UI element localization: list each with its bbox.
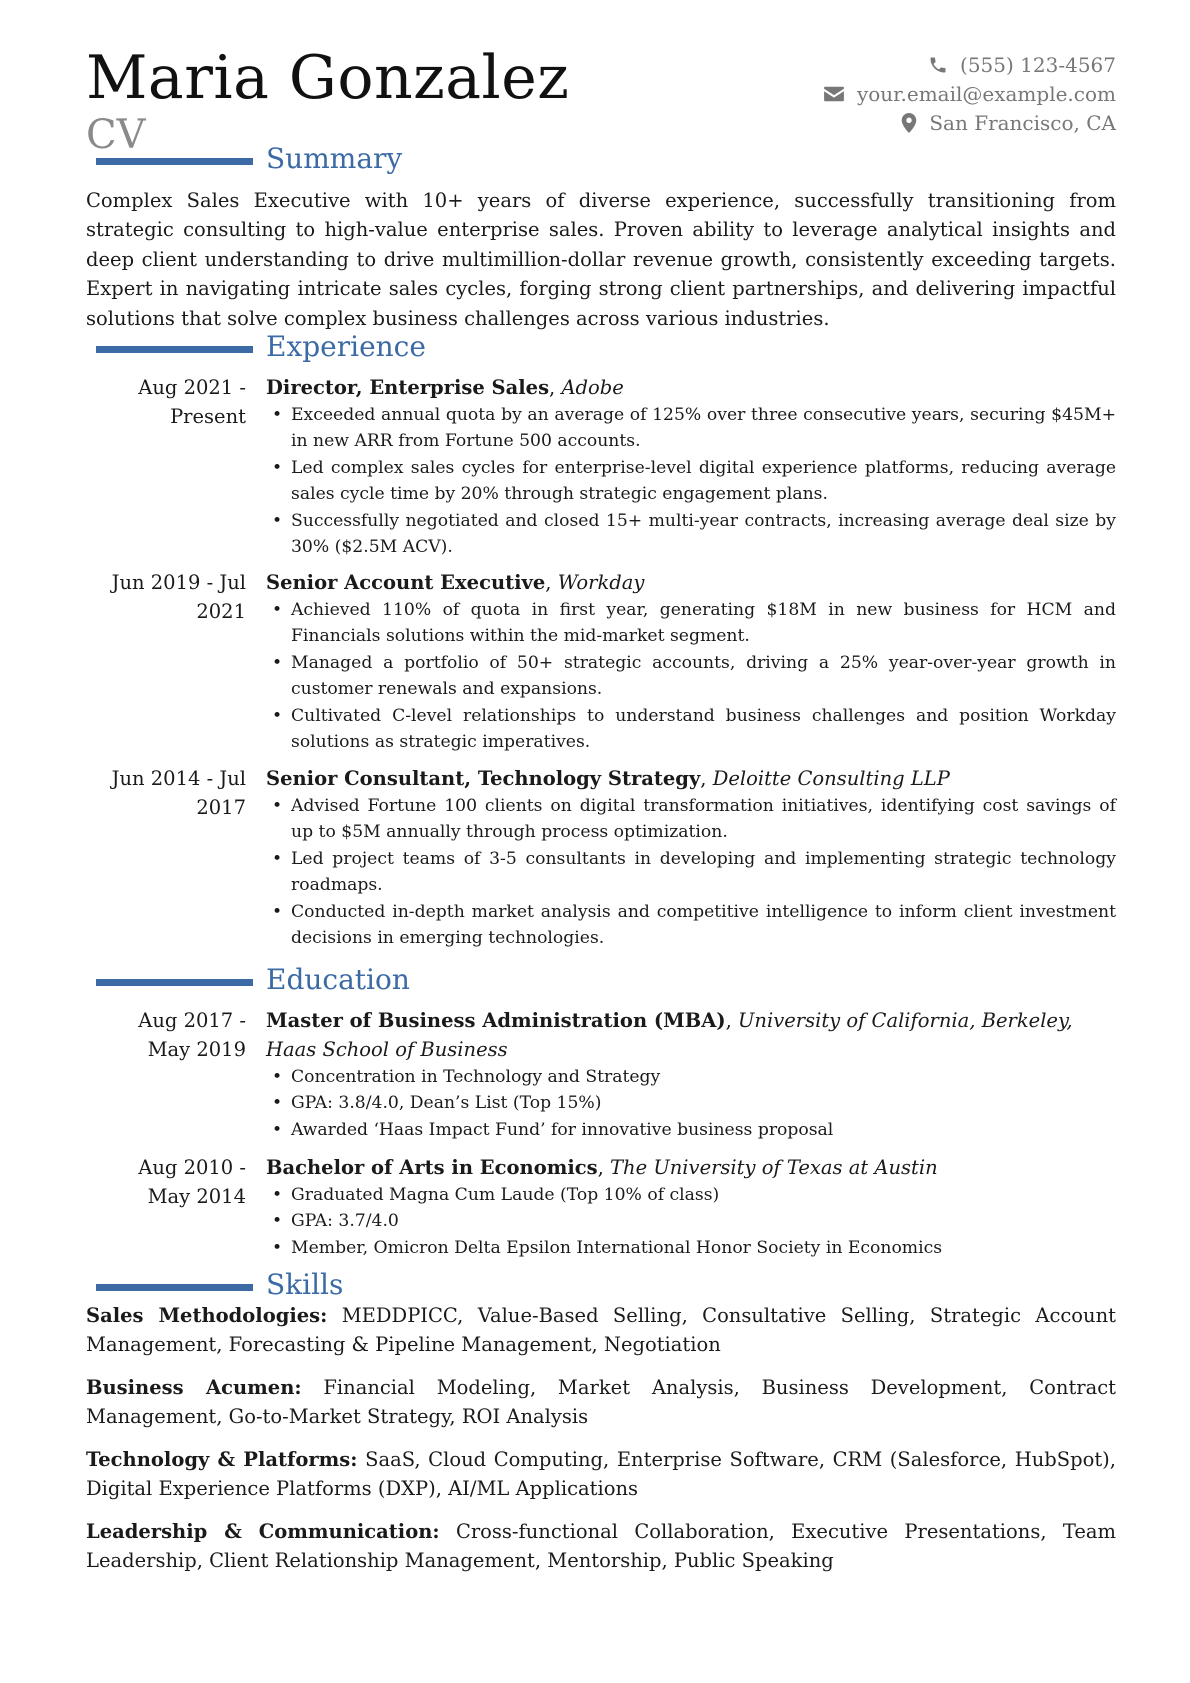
section-title: Skills bbox=[266, 1268, 344, 1301]
bullet-item: • GPA: 3.8/4.0, Dean’s List (Top 15%) bbox=[266, 1090, 1116, 1116]
bullet-item: • Cultivated C-level relationships to understand business challenges and position Workday solutions as strategic imperatives. bbox=[266, 703, 1116, 756]
summary-text: Complex Sales Executive with 10+ years of diverse experience, successfully transitioning from strategic consulting to high-value enterprise sales. Proven ability to leverage analytical insights and deep client understanding to drive multimillion-dollar revenue growth, consistently exceeding targets. Expert in navigating intricate sales cycles, forging strong client partnerships, and delivering impactful solutions that solve complex business challenges across various industries. bbox=[86, 189, 1116, 330]
skill-label: Technology & Platforms: bbox=[86, 1448, 358, 1471]
entry-date bbox=[86, 568, 246, 626]
section-skills-heading bbox=[96, 1268, 343, 1302]
entry-body bbox=[266, 1153, 1116, 1261]
bullet-item: • Member, Omicron Delta Epsilon International Honor Society in Economics bbox=[266, 1235, 1116, 1261]
section-title: Education bbox=[266, 963, 410, 996]
person-name: Maria Gonzalez bbox=[86, 43, 570, 113]
skill-text: Financial Modeling, Market Analysis, Business Development, Contract Management, Go-to-Market Strategy, ROI Analysis bbox=[86, 1376, 1116, 1429]
entry-date bbox=[86, 373, 246, 431]
bullet-list bbox=[266, 1182, 1116, 1261]
document-title: CV bbox=[86, 112, 146, 158]
bullet-item: • Successfully negotiated and closed 15+ multi-year contracts, increasing average deal size by 30% ($2.5M ACV). bbox=[266, 508, 1116, 561]
bullet-item: • GPA: 3.7/4.0 bbox=[266, 1208, 1116, 1234]
envelope-icon bbox=[823, 85, 845, 103]
entry-role: Senior Consultant, Technology Strategy, Deloitte Consulting LLP bbox=[266, 767, 950, 790]
date-start: Jun 2019 - Jul bbox=[111, 571, 246, 594]
bullet-list bbox=[266, 1064, 1116, 1143]
date-start: Aug 2021 - bbox=[138, 376, 246, 399]
bullet-item: • Achieved 110% of quota in first year, generating $18M in new business for HCM and Financials solutions within the mid-market segment. bbox=[266, 597, 1116, 650]
email-link[interactable]: your.email@example.com bbox=[856, 81, 1116, 106]
section-bar bbox=[96, 979, 253, 986]
bullet-item: • Awarded ‘Haas Impact Fund’ for innovative business proposal bbox=[266, 1117, 1116, 1143]
date-end: 2021 bbox=[196, 600, 246, 623]
entry-date bbox=[86, 1006, 246, 1064]
skill-text: MEDDPICC, Value-Based Selling, Consultative Selling, Strategic Account Management, Forecasting & Pipeline Management, Negotiation bbox=[86, 1304, 1116, 1357]
date-end: Present bbox=[170, 405, 246, 428]
date-start: Aug 2010 - bbox=[138, 1156, 246, 1179]
contact-phone bbox=[823, 50, 1116, 79]
bullet-item: • Exceeded annual quota by an average of 125% over three consecutive years, securing $45M+ in new ARR from Fortune 500 accounts. bbox=[266, 402, 1116, 455]
degree-title: Master of Business Administration (MBA) bbox=[266, 1009, 726, 1032]
skill-label: Leadership & Communication: bbox=[86, 1520, 440, 1543]
skill-text: Cross-functional Collaboration, Executive Presentations, Team Leadership, Client Relationship Management, Mentorship, Public Speaking bbox=[86, 1520, 1117, 1573]
date-start: Aug 2017 - bbox=[138, 1009, 246, 1032]
section-summary-heading bbox=[96, 142, 402, 176]
entry-date bbox=[86, 1153, 246, 1211]
bullet-item: • Advised Fortune 100 clients on digital transformation initiatives, identifying cost savings of up to $5M annually through process optimization. bbox=[266, 793, 1116, 846]
section-education-heading bbox=[96, 963, 410, 997]
section-bar bbox=[96, 346, 253, 353]
skill-label: Sales Methodologies: bbox=[86, 1304, 328, 1327]
contact-location bbox=[823, 108, 1116, 137]
bullet-item: • Concentration in Technology and Strategy bbox=[266, 1064, 1116, 1090]
phone-icon bbox=[928, 55, 948, 75]
date-end: 2017 bbox=[196, 796, 246, 819]
section-bar bbox=[96, 1284, 253, 1291]
institution: University of California, Berkeley, Haas School of Business bbox=[266, 1009, 1073, 1061]
entry-body bbox=[266, 568, 1116, 755]
skill-group bbox=[86, 1373, 1116, 1432]
section-title: Experience bbox=[266, 330, 426, 363]
role-title: Director, Enterprise Sales bbox=[266, 376, 550, 399]
phone-text: (555) 123-4567 bbox=[960, 52, 1116, 77]
skill-text: SaaS, Cloud Computing, Enterprise Software, CRM (Salesforce, HubSpot), Digital Experience Platforms (DXP), AI/ML Applications bbox=[86, 1448, 1116, 1501]
map-pin-icon bbox=[901, 113, 917, 133]
bullet-list bbox=[266, 793, 1116, 951]
entry-role: Master of Business Administration (MBA), University of California, Berkeley, Haas School of Business bbox=[266, 1009, 1073, 1061]
date-end: May 2014 bbox=[147, 1185, 246, 1208]
role-title: Senior Consultant, Technology Strategy bbox=[266, 767, 701, 790]
bullet-item: • Conducted in-depth market analysis and competitive intelligence to inform client investment decisions in emerging technologies. bbox=[266, 899, 1116, 952]
skill-label: Business Acumen: bbox=[86, 1376, 302, 1399]
bullet-item: • Graduated Magna Cum Laude (Top 10% of class) bbox=[266, 1182, 1116, 1208]
location-text: San Francisco, CA bbox=[929, 110, 1116, 135]
role-org: Adobe bbox=[561, 376, 624, 399]
role-org: Workday bbox=[557, 571, 645, 594]
section-title: Summary bbox=[266, 142, 403, 175]
entry-body bbox=[266, 764, 1116, 951]
date-start: Jun 2014 - Jul bbox=[111, 767, 246, 790]
bullet-list bbox=[266, 402, 1116, 560]
entry-role: Bachelor of Arts in Economics, The University of Texas at Austin bbox=[266, 1156, 938, 1179]
role-org: Deloitte Consulting LLP bbox=[712, 767, 950, 790]
contact-info bbox=[823, 50, 1116, 137]
skill-group bbox=[86, 1517, 1116, 1576]
section-bar bbox=[96, 158, 253, 165]
entry-role: Director, Enterprise Sales, Adobe bbox=[266, 376, 624, 399]
bullet-item: • Managed a portfolio of 50+ strategic accounts, driving a 25% year-over-year growth in customer renewals and expansions. bbox=[266, 650, 1116, 703]
bullet-list bbox=[266, 597, 1116, 755]
section-experience-heading bbox=[96, 330, 426, 364]
role-title: Senior Account Executive bbox=[266, 571, 546, 594]
date-end: May 2019 bbox=[147, 1038, 246, 1061]
contact-email bbox=[823, 79, 1116, 108]
entry-date bbox=[86, 764, 246, 822]
entry-body bbox=[266, 373, 1116, 560]
bullet-item: • Led complex sales cycles for enterprise-level digital experience platforms, reducing average sales cycle time by 20% through strategic engagement plans. bbox=[266, 455, 1116, 508]
entry-role: Senior Account Executive, Workday bbox=[266, 571, 645, 594]
degree-title: Bachelor of Arts in Economics bbox=[266, 1156, 598, 1179]
entry-body bbox=[266, 1006, 1116, 1143]
skill-group bbox=[86, 1301, 1116, 1360]
skill-group bbox=[86, 1445, 1116, 1504]
institution: The University of Texas at Austin bbox=[610, 1156, 938, 1179]
bullet-item: • Led project teams of 3-5 consultants in developing and implementing strategic technology roadmaps. bbox=[266, 846, 1116, 899]
